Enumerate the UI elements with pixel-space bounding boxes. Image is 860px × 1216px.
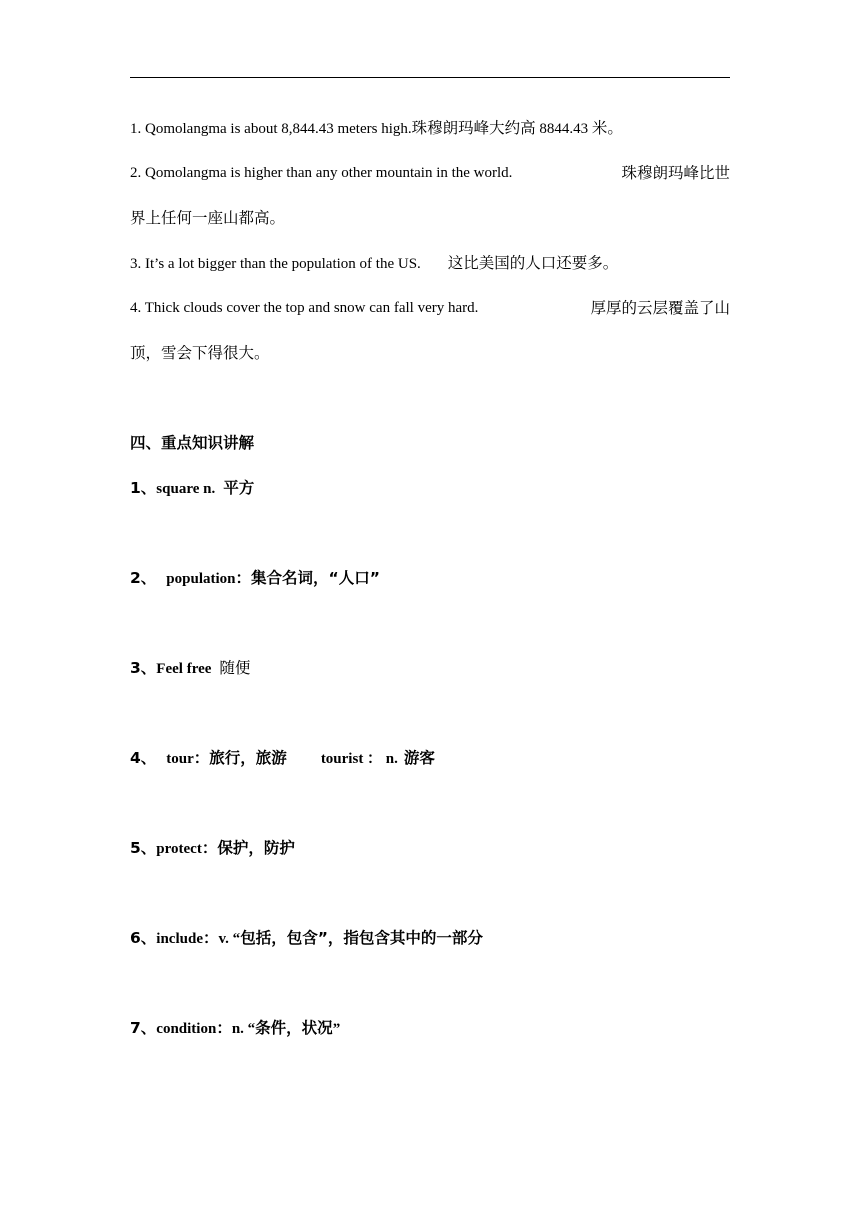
sentence-3-zh: 这比美国的人口还要多。 [447, 254, 619, 272]
point-6-note: ”，指包含其中的一部分 [317, 929, 483, 947]
point-2-term: population [166, 571, 236, 587]
header-rule [130, 77, 730, 78]
sentence-1-zh-end: 米。 [591, 119, 623, 137]
point-3-term: Feel free [156, 661, 212, 677]
point-3-meaning: 随便 [219, 659, 251, 677]
point-2 [130, 567, 730, 590]
point-5-meaning: ：保护，防护 [201, 839, 295, 857]
point-2-quote: “人口” [328, 569, 380, 587]
point-7-pos: n. “ [231, 1021, 256, 1037]
point-2-meaning: ：集合名词， [235, 569, 329, 587]
sentence-2-en: 2. Qomolangma is higher than any other mountain in the world. [130, 165, 513, 181]
point-6-term: include [156, 931, 203, 947]
point-1-meaning: 平方 [223, 479, 255, 497]
sentence-1 [130, 117, 730, 140]
sentence-4-en: 4. Thick clouds cover the top and snow can fall very hard. [130, 300, 479, 316]
point-5-num: 5、 [130, 839, 157, 857]
point-7-num: 7、 [130, 1019, 157, 1037]
sentence-3-en: 3. It’s a lot bigger than the population of the US. [130, 256, 421, 272]
point-6-meaning: 包括，包含 [240, 929, 318, 947]
point-7-colon: ： [216, 1019, 232, 1037]
point-3 [130, 657, 730, 680]
sentence-1-zh: 珠穆朗玛峰大约高 [411, 119, 536, 137]
sentence-2-zh: 珠穆朗玛峰比世 [621, 164, 730, 182]
point-7-end-quote: ” [332, 1021, 341, 1037]
sentence-2-zh-cont: 界上任何一座山都高。 [130, 209, 286, 227]
sentence-4 [130, 297, 730, 319]
point-2-num: 2、 [130, 569, 157, 587]
sentence-2-cont [130, 207, 730, 230]
point-7-meaning: 条件，状况 [255, 1019, 333, 1037]
point-6-num: 6、 [130, 929, 157, 947]
point-4-meaning: ：旅行，旅游 [193, 749, 287, 767]
point-1-term: square n. [156, 481, 216, 497]
point-6-pos: v. “ [218, 931, 241, 947]
sentence-3 [130, 252, 730, 275]
point-4-term: tour [166, 751, 194, 767]
point-1 [130, 477, 730, 500]
point-6-colon: ： [202, 929, 219, 947]
point-5 [130, 837, 730, 860]
point-4-num: 4、 [130, 749, 157, 767]
point-7 [130, 1017, 730, 1040]
point-4-term-2: tourist ： n. [320, 751, 398, 767]
sentence-4-zh: 厚厚的云层覆盖了山 [590, 299, 730, 317]
point-1-num: 1、 [130, 479, 157, 497]
section-heading: 四、重点知识讲解 [130, 434, 255, 452]
point-6 [130, 927, 730, 950]
point-4 [130, 747, 730, 770]
point-7-term: condition [156, 1021, 217, 1037]
sentence-2 [130, 162, 730, 184]
point-5-term: protect [156, 841, 202, 857]
sentence-4-zh-cont: 顶，雪会下得很大。 [130, 344, 270, 362]
point-4-meaning-2: 游客 [403, 749, 435, 767]
sentence-1-en: 1. Qomolangma is about 8,844.43 meters high. [130, 121, 412, 137]
sentence-4-cont [130, 342, 730, 365]
sentence-1-num: 8844.43 [535, 121, 592, 137]
point-3-num: 3、 [130, 659, 157, 677]
